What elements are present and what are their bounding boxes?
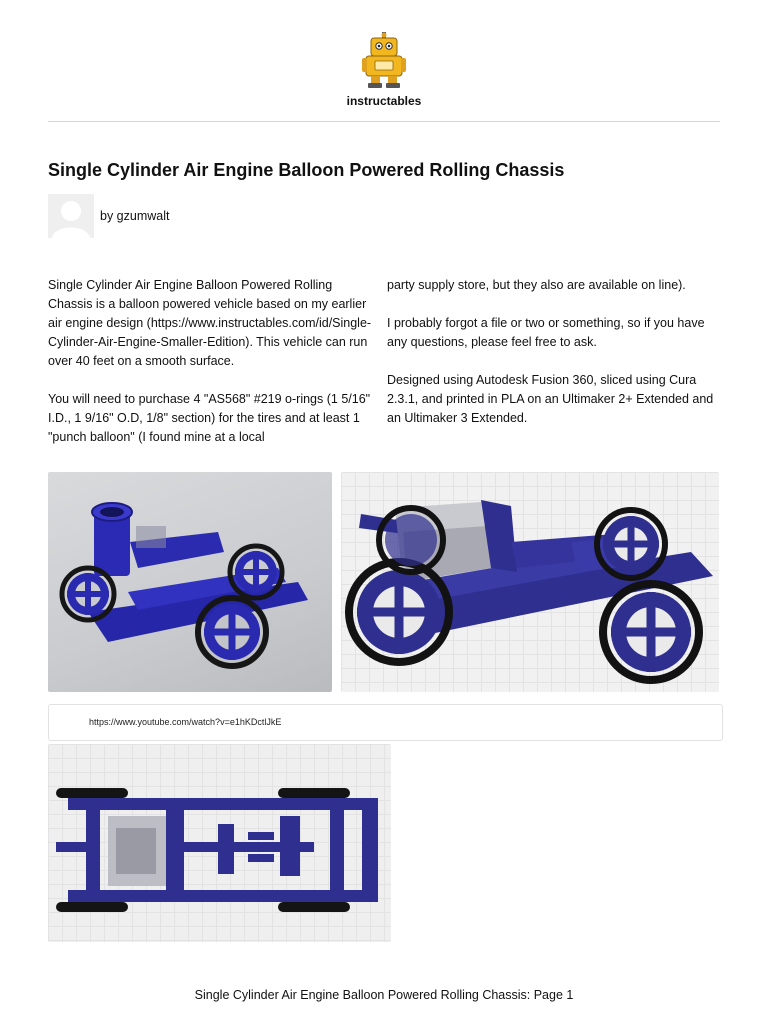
paragraph: I probably forgot a file or two or something, so if you have any questions, please feel free to ask.	[387, 316, 705, 349]
video-link[interactable]: https://www.youtube.com/watch?v=e1hKDctlJkE	[89, 717, 282, 727]
page-header	[0, 0, 768, 122]
body-column-left	[48, 276, 378, 466]
brand-name[interactable]: instructables	[346, 94, 422, 108]
video-embed-box[interactable]	[48, 704, 723, 741]
wheel-icon	[198, 598, 266, 666]
wheel-icon	[349, 562, 449, 662]
page-footer: Single Cylinder Air Engine Balloon Powered Rolling Chassis: Page 1	[194, 988, 574, 1002]
paragraph: Single Cylinder Air Engine Balloon Powered Rolling Chassis is a balloon powered vehicle based on my earlier air engine design (https://www.instructables.com/id/Single-Cylinder-Air-Engine-Smaller-Edition). This vehicle can run over 40 feet on a smooth surface.	[48, 278, 372, 368]
body-column-right	[387, 276, 717, 447]
wheel-icon	[230, 546, 282, 598]
robot-logo-icon	[362, 32, 406, 88]
article-title: Single Cylinder Air Engine Balloon Powered Rolling Chassis	[48, 160, 565, 180]
render-chassis-3d[interactable]	[341, 472, 719, 692]
paragraph: You will need to purchase 4 "AS568" #219 o-rings (1 5/16" I.D., 1 9/16" O.D, 1/8" section) for the tires and at least 1 "punch balloon" (I found mine at a local	[48, 392, 371, 444]
photo-printed-chassis[interactable]	[48, 472, 332, 692]
wheel-icon	[603, 584, 699, 680]
header-divider	[48, 121, 720, 122]
render-chassis-top-view[interactable]	[48, 744, 391, 942]
wheel-icon	[379, 508, 443, 572]
paragraph: party supply store, but they also are available on line).	[387, 278, 686, 292]
author-avatar[interactable]	[48, 194, 94, 238]
author-byline[interactable]: by gzumwalt	[100, 209, 170, 223]
wheel-icon	[62, 568, 114, 620]
wheel-icon	[597, 510, 665, 578]
user-silhouette-icon	[48, 194, 94, 238]
paragraph: Designed using Autodesk Fusion 360, sliced using Cura 2.3.1, and printed in PLA on an Ultimaker 2+ Extended and an Ultimaker 3 Extended.	[387, 373, 714, 425]
